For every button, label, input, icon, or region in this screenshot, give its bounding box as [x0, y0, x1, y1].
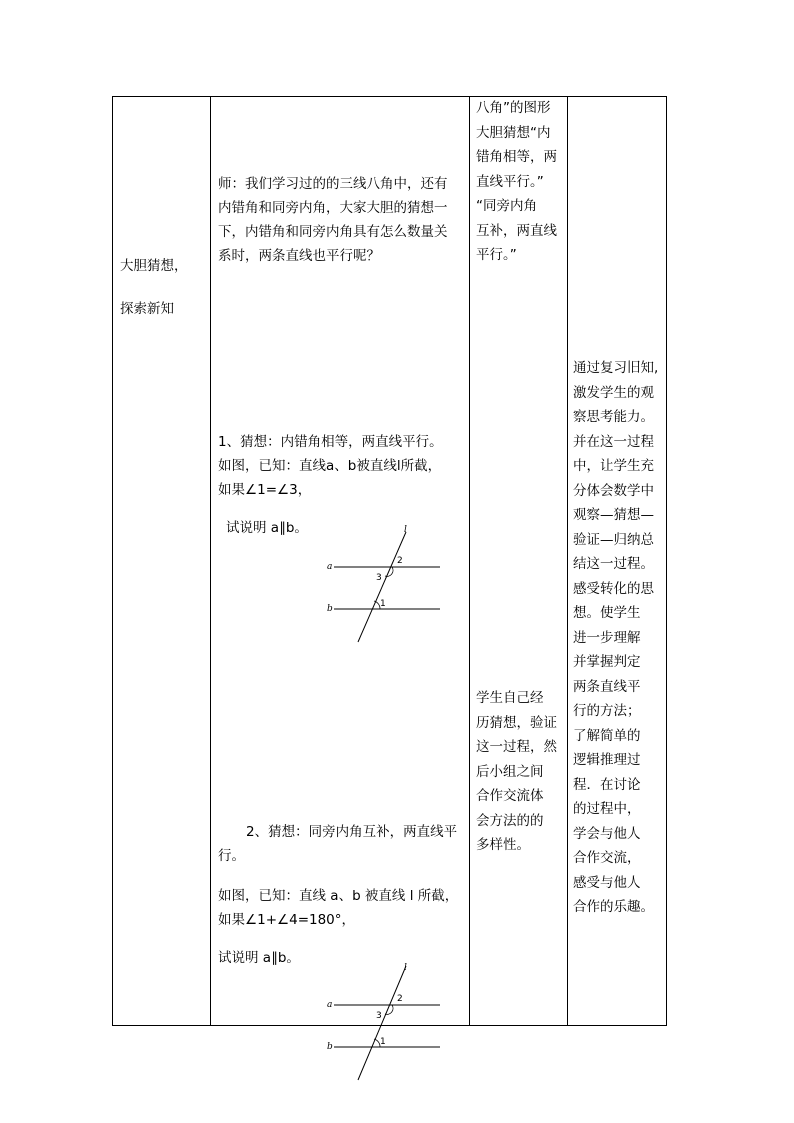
design-intent-line: 感受转化的思 — [573, 580, 654, 597]
design-intent-line: 并在这一过程 — [573, 433, 654, 450]
label-b: b — [327, 1042, 333, 1052]
design-intent-line: 分体会数学中 — [573, 482, 654, 499]
design-intent-line: 合作交流， — [573, 850, 641, 866]
design-intent-line: 验证—归纳总 — [573, 531, 654, 548]
design-intent-line: 了解简单的 — [573, 727, 641, 744]
design-intent-line: 通过复习旧知, — [573, 360, 659, 376]
label-2: 2 — [397, 994, 403, 1004]
teacher-intro-line: 师：我们学习过的的三线八角中，还有 — [218, 176, 448, 192]
student-activity-line: 错角相等，两 — [476, 149, 557, 165]
label-1: 1 — [380, 599, 386, 609]
student-activity-line: 直线平行。” — [476, 173, 544, 190]
design-intent-line: 学会与他人 — [573, 825, 641, 842]
guess-1-line: 如图，已知：直线a、b被直线l所截， — [218, 458, 442, 474]
label-3: 3 — [376, 573, 382, 583]
guess-2-title — [218, 820, 457, 868]
table-border-top — [112, 96, 667, 97]
teacher-intro-line: 内错角和同旁内角，大家大胆的猜想一 — [218, 200, 448, 216]
design-intent-line: 合作的乐趣。 — [573, 899, 654, 915]
table-border-col1 — [210, 96, 211, 1026]
table-border-col3 — [567, 96, 568, 1026]
parallel-lines-figure-2 — [322, 962, 452, 1084]
guess-1 — [218, 430, 443, 502]
teacher-intro — [218, 172, 448, 268]
design-intent-line: 进一步理解 — [573, 629, 641, 646]
stage-label — [120, 245, 188, 331]
guess-2-line: 如果∠1+∠4=180°， — [218, 912, 356, 928]
design-intent-line: 中，让学生充 — [573, 458, 654, 474]
guess-2-prove: 试说明 a∥b。 — [218, 950, 300, 966]
guess-2-title-line: 2、猜想：同旁内角互补，两直线平 — [246, 824, 458, 840]
student-activity-top — [476, 96, 557, 268]
guess-1-line: 如果∠1=∠3， — [218, 482, 312, 498]
guess-2-line: 如图，已知：直线 a、b 被直线 l 所截， — [218, 888, 459, 904]
student-activity-line: 学生自己经 — [476, 690, 544, 706]
design-intent-line: 想。使学生 — [573, 605, 641, 621]
stage-label-line1: 大胆猜想， — [120, 258, 188, 274]
teacher-intro-line: 下，内错角和同旁内角具有怎么数量关 — [218, 224, 448, 240]
student-activity-line: 多样性。 — [476, 837, 530, 853]
student-activity-line: 这一过程，然 — [476, 739, 557, 755]
student-activity-line: 八角”的图形 — [476, 100, 551, 116]
student-activity-line: 大胆猜想“内 — [476, 124, 551, 141]
student-activity-line: 合作交流体 — [476, 788, 544, 804]
design-intent-line: 结这一过程。 — [573, 556, 654, 572]
design-intent-line: 察思考能力。 — [573, 409, 654, 425]
guess-1-line: 1、猜想：内错角相等，两直线平行。 — [218, 434, 443, 450]
table-border-left — [112, 96, 113, 1026]
student-activity-line: 平行。” — [476, 247, 517, 263]
design-intent-line: 激发学生的观 — [573, 384, 654, 401]
guess-2-title-line: 行。 — [218, 848, 245, 864]
student-activity-bottom — [476, 686, 557, 858]
design-intent-line: 程．在讨论 — [573, 776, 641, 793]
design-intent-line: 两条直线平 — [573, 678, 641, 695]
label-2: 2 — [397, 556, 403, 566]
design-intent-line: 并掌握判定 — [573, 654, 641, 670]
design-intent-line: 观察—猜想— — [573, 507, 654, 523]
student-activity-line: 会方法的的 — [476, 812, 544, 829]
teacher-intro-line: 系时，两条直线也平行呢？ — [218, 248, 380, 264]
label-l: l — [404, 525, 407, 535]
label-l: l — [404, 963, 407, 973]
parallel-lines-figure-1 — [322, 524, 452, 646]
design-intent — [573, 356, 658, 920]
label-a: a — [327, 1000, 333, 1010]
table-border-right — [666, 96, 667, 1026]
student-activity-line: 互补，两直线 — [476, 222, 557, 239]
table-border-col2 — [469, 96, 470, 1026]
design-intent-line: 感受与他人 — [573, 874, 641, 891]
student-activity-line: 后小组之间 — [476, 763, 544, 780]
label-3: 3 — [376, 1011, 382, 1021]
design-intent-line: 的过程中， — [573, 801, 641, 817]
guess-1-prove: 试说明 a∥b。 — [226, 520, 308, 536]
label-b: b — [327, 604, 333, 614]
stage-label-line2: 探索新知 — [120, 301, 174, 317]
guess-2 — [218, 884, 458, 932]
student-activity-line: 历猜想，验证 — [476, 714, 557, 731]
label-1: 1 — [380, 1037, 386, 1047]
design-intent-line: 行的方法； — [573, 703, 641, 719]
label-a: a — [327, 562, 333, 572]
student-activity-line: “同旁内角 — [476, 198, 537, 214]
design-intent-line: 逻辑推理过 — [573, 752, 641, 768]
